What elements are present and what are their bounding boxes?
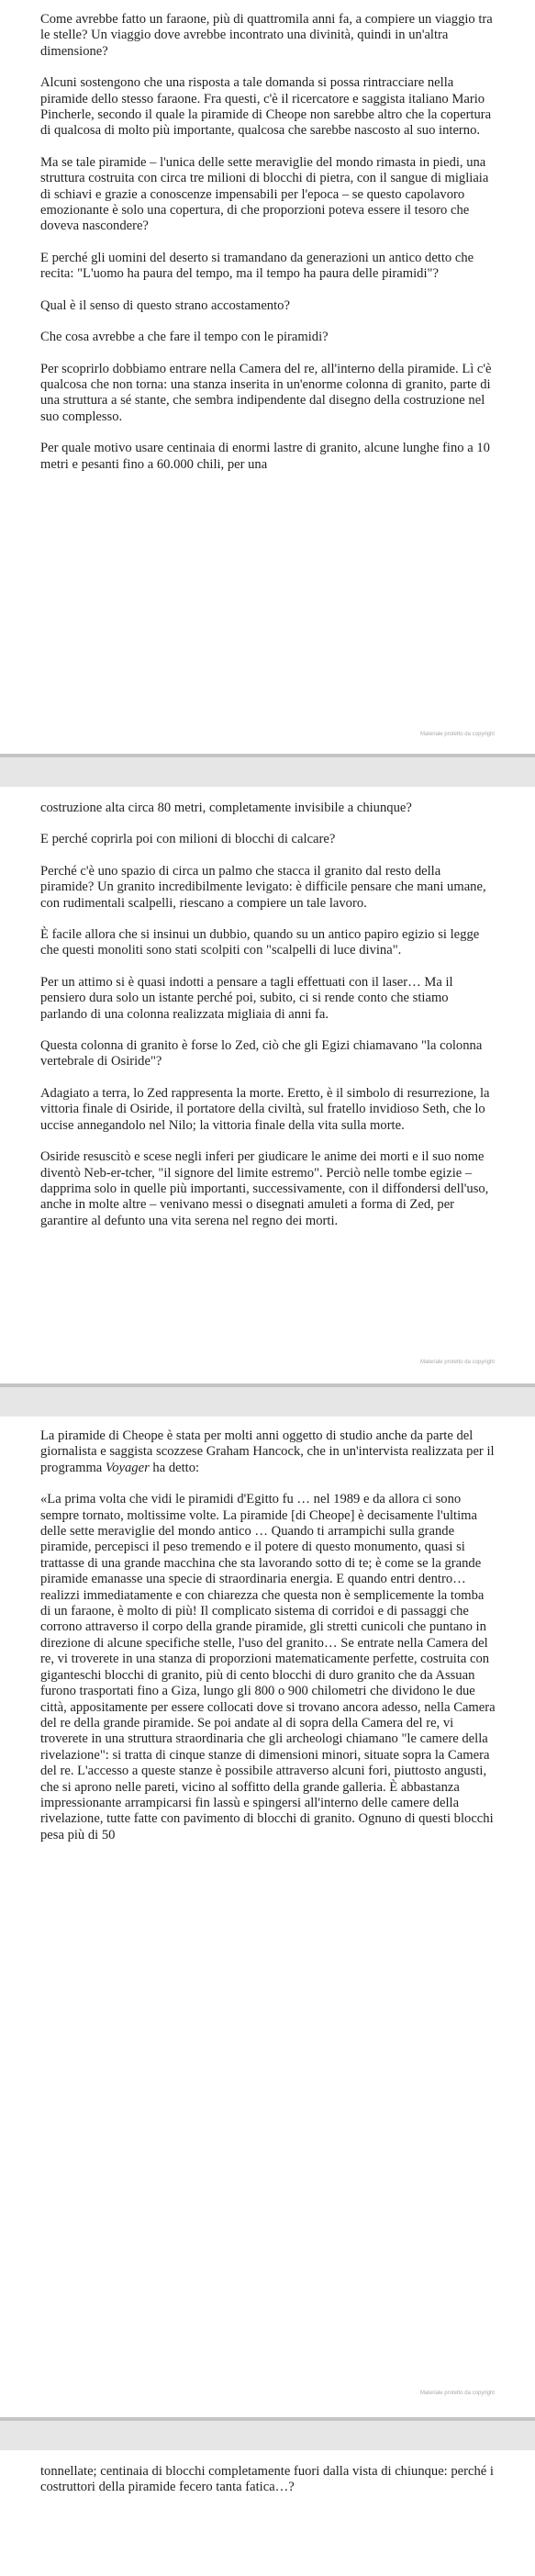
document-page-2	[0, 787, 535, 1383]
paragraph: È facile allora che si insinui un dubbio, quando su un antico papiro egizio si legge che questi monoliti sono stati scolpiti con "scalpelli di luce divina".	[40, 927, 480, 958]
paragraph: E perché gli uomini del deserto si tramandano da generazioni un antico detto che recita: "L'uomo ha paura del tempo, ma il tempo ha paura delle piramidi"?	[40, 250, 474, 282]
program-title: Voyager	[105, 1460, 150, 1475]
paragraph: Per scoprirlo dobbiamo entrare nella Camera del re, all'interno della piramide. Lì c'è qualcosa che non torna: una stanza inserita in un'enorme colonna di granito, parte di una struttura a sé stante, che sembra indipendente dal disegno della costruzione nel suo complesso.	[40, 361, 492, 424]
paragraph: Come avrebbe fatto un faraone, più di quattromila anni fa, a compiere un viaggio tra le stelle? Un viaggio dove avrebbe incontrato una divinità, quindi in un'altra dimensione?	[40, 12, 493, 59]
paragraph: Alcuni sostengono che una risposta a tale domanda si possa rintracciare nella piramide dello stesso faraone. Fra questi, c'è il ricercatore e saggista italiano Mario Pincherle, secondo il quale la piramide di Cheope non sarebbe altro che la copertura di qualcosa di molto più importante, qualcosa che sarebbe nascosto al suo interno.	[40, 75, 492, 139]
paragraph: tonnellate; centinaia di blocchi completamente fuori dalla vista di chiunque: perché i costruttori della piramide fecero tanta fatica…?	[40, 2464, 494, 2495]
page-divider	[0, 1383, 535, 1387]
paragraph: Che cosa avrebbe a che fare il tempo con le piramidi?	[40, 330, 329, 345]
paragraph: Per un attimo si è quasi indotti a pensare a tagli effettuati con il laser… Ma il pensiero dura solo un istante perché poi, subito, ci si rende conto che stiamo parlando di una colonna realizzata migliaia di anni fa.	[40, 974, 453, 1022]
paragraph: Osiride resuscitò e scese negli inferi per giudicare le anime dei morti e il suo nome diventò Neb-er-tcher, "il signore del limite estremo". Perciò nelle tombe egizie – dapprima solo in quelle più importanti, successivamente, con il diffondersi dell'uso, anche in molte altre – venivano messi o disegnati amuleti a forma di Zed, per garantire al defunto una vita serena nel regno dei morti.	[40, 1149, 489, 1228]
document-page-1	[0, 0, 535, 754]
page-gap	[0, 2417, 535, 2450]
paragraph: costruzione alta circa 80 metri, completamente invisibile a chiunque?	[40, 801, 412, 815]
page-gap	[0, 754, 535, 787]
copyright-note: Materiale protetto da copyright	[419, 1360, 495, 1365]
paragraph: E perché coprirla poi con milioni di blocchi di calcare?	[40, 832, 336, 847]
paragraph: Ma se tale piramide – l'unica delle sette meraviglie del mondo rimasta in piedi, una struttura costruita con circa tre milioni di blocchi di pietra, con il sangue di migliaia di schiavi e grazie a conoscenze impensabili per l'epoca – se questo capolavoro emozionante è solo una copertura, di che proporzioni poteva essere il tesoro che doveva nascondere?	[40, 154, 489, 234]
intro-text: La piramide di Cheope è stata per molti anni oggetto di studio anche da parte del giornalista e saggista scozzese Graham Hancock, che in un'intervista realizzata per il programma	[40, 1428, 495, 1475]
interview-quote: «La prima volta che vidi le piramidi d'Egitto fu … nel 1989 e da allora ci sono sempre tornato, moltissime volte. La piramide [di Cheope] è decisamente l'ultima delle sette meraviglie del mondo antico … Quando ti arrampichi sulla grande piramide, percepisci il peso tremendo e il potere di questo monumento, quasi si trattasse di una grande macchina che sta lavorando sotto di te; è come se la grande piramide emanasse una specie di straordinaria energia. E quando entri dentro… realizzi immediatamente e con chiarezza che questa non è semplicemente la tomba di un faraone, è molto di più! Il complicato sistema di corridoi e di passaggi che corrono attraverso il corpo della grande piramide, gli stretti cunicoli che puntano in direzione di alcune specifiche stelle, l'uso del granito… Se entrate nella Camera del re, vi troverete in una stanza di proporzioni matematicamente perfette, costruita con giganteschi blocchi di granito, più di cento blocchi di duro granito che da Assuan furono trasportati fino a Giza, lungo gli 800 o 900 chilometri che dividono le due città, appositamente per essere collocati dove si trovano ancora adesso, nella Camera del re della grande piramide. Se poi andate al di sopra della Camera del re, vi troverete in una struttura straordinaria che gli archeologi chiamano "le camere della rivelazione": si tratta di cinque stanze di dimensioni minori, situate sopra la Camera del re. L'accesso a queste stanze è possibile attraverso alcuni fori, piuttosto angusti, che si aprono nelle pareti, vicino al soffitto della grande galleria. È abbastanza impressionante arrampicarsi fin lassù e spingersi all'interno delle camere della rivelazione, tutte fatte con pavimento di blocchi di granito. Ognuno di questi blocchi pesa più di 50	[40, 1492, 496, 1842]
paragraph: Qual è il senso di questo strano accostamento?	[40, 297, 290, 313]
intro-text-end: ha detto:	[149, 1460, 200, 1475]
paragraph: Questa colonna di granito è forse lo Zed, ciò che gli Egizi chiamavano "la colonna vertebrale di Osiride"?	[40, 1038, 483, 1070]
intro-paragraph	[40, 1428, 496, 1476]
document-page-4	[0, 2450, 535, 2576]
paragraph: Adagiato a terra, lo Zed rappresenta la morte. Eretto, è il simbolo di resurrezione, la vittoria finale di Osiride, il portatore della civiltà, sul fratello invidioso Seth, che lo uccise annegandolo nel Nilo; la vittoria finale della vita sulla morte.	[40, 1085, 490, 1133]
document-page-3	[0, 1417, 535, 2417]
paragraph: Per quale motivo usare centinaia di enormi lastre di granito, alcune lunghe fino a 10 metri e pesanti fino a 60.000 chili, per una	[40, 441, 490, 472]
page-gap	[0, 1383, 535, 1417]
copyright-note: Materiale protetto da copyright	[419, 2391, 495, 2396]
page-divider	[0, 2417, 535, 2421]
page-divider	[0, 754, 535, 757]
paragraph: Perché c'è uno spazio di circa un palmo che stacca il granito dal resto della piramide? Un granito incredibilmente levigato: è difficile pensare che mani umane, con rudimentali scalpelli, riescano a compiere un tale lavoro.	[40, 863, 486, 911]
copyright-note: Materiale protetto da copyright	[419, 732, 495, 737]
